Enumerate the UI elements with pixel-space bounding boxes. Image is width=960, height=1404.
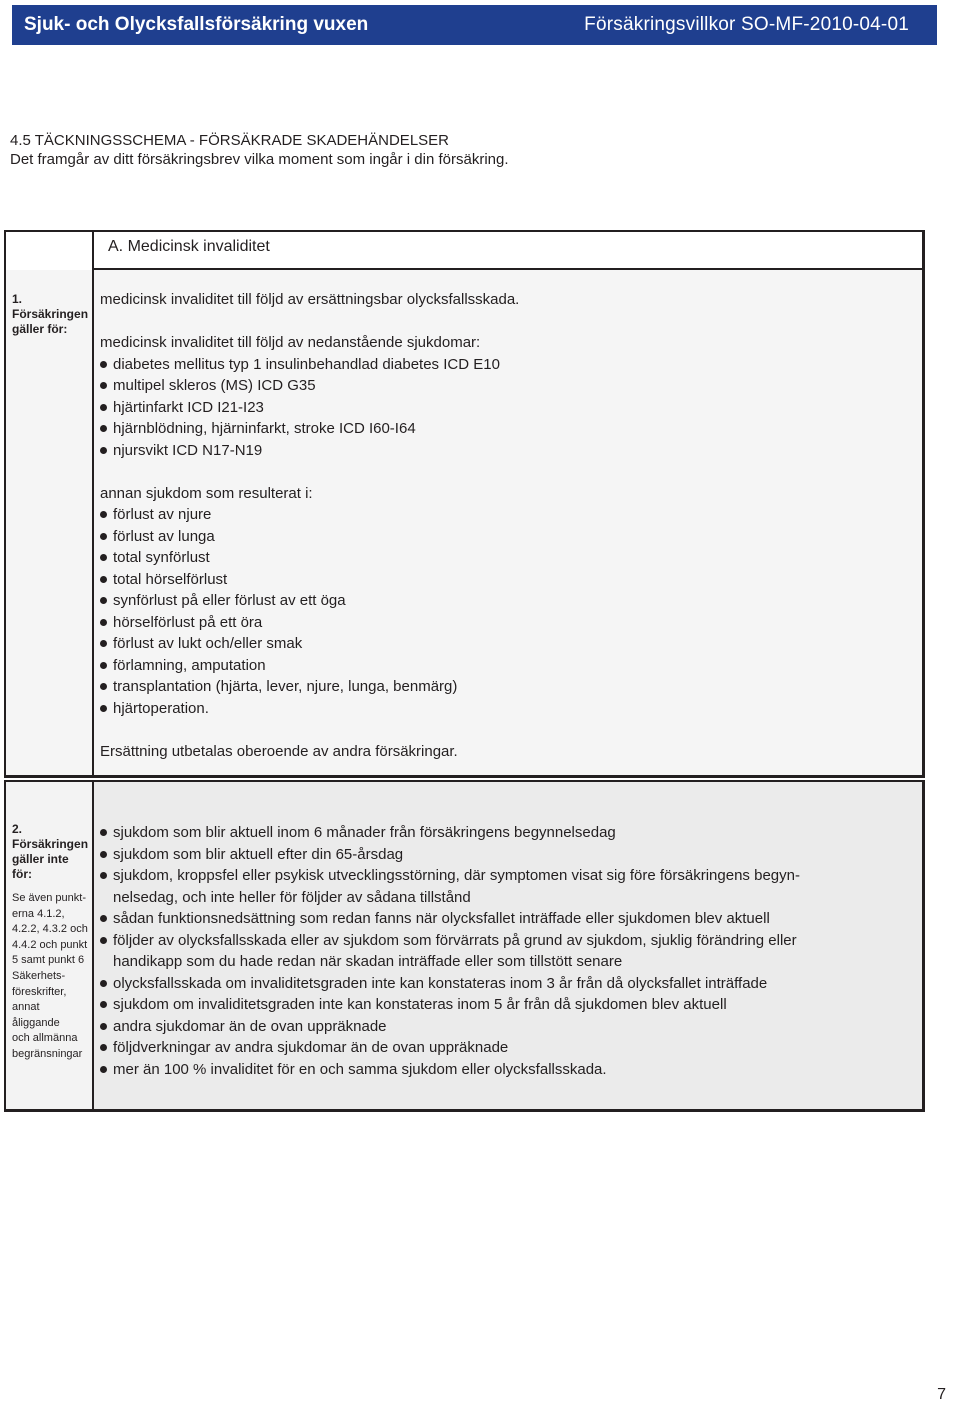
- list-item: förlamning, amputation: [100, 655, 910, 677]
- table-a-title: A. Medicinsk invaliditet: [92, 232, 922, 270]
- section-heading: 4.5 TÄCKNINGSSCHEMA - FÖRSÄKRADE SKADEHÄNDELSER: [10, 132, 449, 149]
- list-item: hjärtinfarkt ICD I21-I23: [100, 397, 910, 419]
- list-item: hjärnblödning, hjärninfarkt, stroke ICD I60-I64: [100, 418, 910, 440]
- list-item: mer än 100 % invaliditet för en och samma sjukdom eller olycksfallsskada.: [100, 1059, 822, 1081]
- list-item: diabetes mellitus typ 1 insulinbehandlad diabetes ICD E10: [100, 354, 910, 376]
- list-item: följdverkningar av andra sjukdomar än de ovan uppräknade: [100, 1037, 822, 1059]
- list-item: njursvikt ICD N17-N19: [100, 440, 910, 462]
- table-b-body: [100, 822, 822, 1080]
- list-item: sjukdom om invaliditetsgraden inte kan konstateras inom 5 år från då sjukdomen blev aktuell: [100, 994, 822, 1016]
- list-item: total hörselförlust: [100, 569, 910, 591]
- section-intro: Det framgår av ditt försäkringsbrev vilka moment som ingår i din försäkring.: [10, 151, 509, 168]
- see-also-note: Se även punkt- erna 4.1.2, 4.2.2, 4.3.2 och 4.4.2 och punkt 5 samt punkt 6 Säkerhets- föreskrifter, annat åliggande och allmänna begränsningar: [12, 892, 88, 1060]
- list-item: förlust av njure: [100, 504, 910, 526]
- other-intro: annan sjukdom som resulterat i:: [100, 484, 313, 502]
- list-item: hjärtoperation.: [100, 698, 910, 720]
- list-item: förlust av lunga: [100, 526, 910, 548]
- ersattningsbar-line: medicinsk invaliditet till följd av ersättningsbar olycksfallsskada.: [100, 291, 520, 308]
- coverage-table-b: [4, 780, 925, 1112]
- table-a-body: [100, 289, 910, 762]
- other-list: [100, 504, 910, 719]
- table-b-side-label: 2. Försäkringen gäller inte för: Se även punkt- erna 4.1.2, 4.2.2, 4.3.2 och 4.4.2 och punkt 5 samt punkt 6 Säkerhets- föreskrifter, annat åliggande och allmänna begränsningar: [12, 822, 90, 1063]
- list-item: följder av olycksfallsskada eller av sjukdom som förvärrats på grund av sjukdom, sjuklig förändring eller handikapp som du hade redan när skadan inträffade eller som tillstött senare: [100, 930, 822, 973]
- list-item: transplantation (hjärta, lever, njure, lunga, benmärg): [100, 676, 910, 698]
- table-a-side-label: 1. Försäkringen gäller för:: [12, 292, 89, 336]
- list-item: total synförlust: [100, 547, 910, 569]
- list-item: sjukdom som blir aktuell efter din 65-årsdag: [100, 844, 822, 866]
- section-heading-block: [10, 131, 509, 169]
- coverage-table-a: [4, 230, 925, 778]
- document-reference: Försäkringsvillkor SO-MF-2010-04-01: [584, 14, 909, 35]
- list-item: hörselförlust på ett öra: [100, 612, 910, 634]
- diseases-intro: medicinsk invaliditet till följd av nedanstående sjukdomar:: [100, 334, 481, 351]
- column-divider: [92, 782, 94, 1109]
- document-title: Sjuk- och Olycksfallsförsäkring vuxen: [24, 14, 369, 35]
- list-item: förlust av lukt och/eller smak: [100, 633, 910, 655]
- list-item: andra sjukdomar än de ovan uppräknade: [100, 1016, 822, 1038]
- diseases-list: [100, 354, 910, 462]
- column-divider: [92, 270, 94, 775]
- list-item: sjukdom som blir aktuell inom 6 månader från försäkringens begynnelsedag: [100, 822, 822, 844]
- list-item: multipel skleros (MS) ICD G35: [100, 375, 910, 397]
- list-item: synförlust på eller förlust av ett öga: [100, 590, 910, 612]
- page-number: 7: [937, 1386, 946, 1403]
- header-bar: [12, 5, 937, 45]
- list-item: olycksfallsskada om invaliditetsgraden inte kan konstateras inom 3 år från då olycksfallet inträffade: [100, 973, 822, 995]
- list-item: sjukdom, kroppsfel eller psykisk utvecklingsstörning, där symptomen visat sig före försäkringens begyn-nelsedag, och inte heller för följder av sådana tillstånd: [100, 865, 822, 908]
- exclusions-list: [100, 822, 822, 1080]
- closing-note: Ersättning utbetalas oberoende av andra försäkringar.: [100, 742, 458, 760]
- list-item: sådan funktionsnedsättning som redan fanns när olycksfallet inträffade eller sjukdomen blev aktuell: [100, 908, 822, 930]
